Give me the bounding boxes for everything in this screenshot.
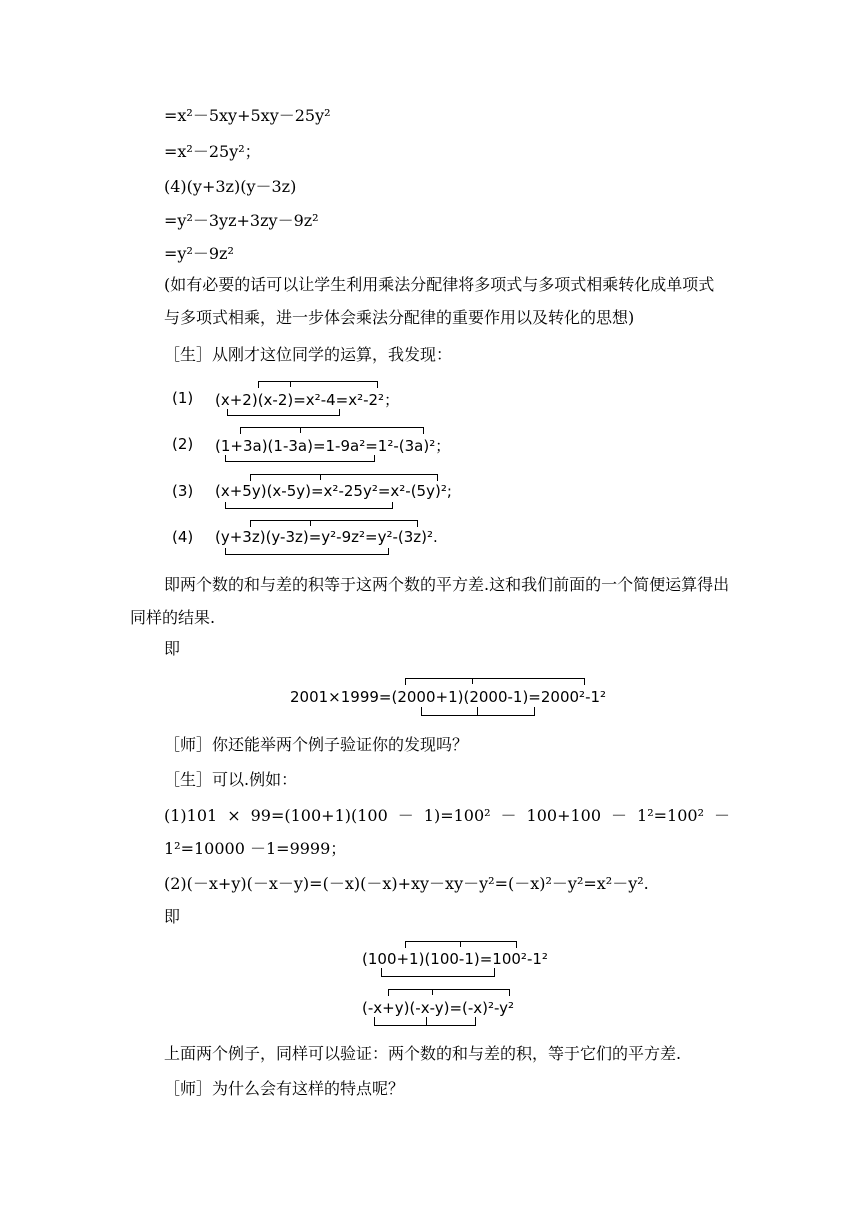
figure-3-bottom-bracket [225, 502, 393, 509]
figure-100-bottom-bracket [381, 968, 495, 977]
equation-line-2: =x²－25y²； [164, 142, 261, 161]
equation-line-5: =y²－9z² [164, 244, 234, 263]
student-remark-1: ［生］从刚才这位同学的运算，我发现： [164, 345, 453, 364]
figure-negx-top-bracket [388, 989, 510, 996]
figure-4-number: (4) [172, 528, 194, 546]
figure-2-number: (2) [172, 435, 194, 453]
figure-4-bottom-bracket [225, 548, 389, 555]
figure-2001-bottom-bracket [421, 707, 535, 716]
figure-2001-bottom-tick [477, 707, 478, 715]
summary-paragraph: 上面两个例子，同样可以验证：两个数的和与差的积，等于它们的平方差. [164, 1044, 682, 1063]
figure-2-top-bracket [240, 427, 424, 434]
teaching-note: (如有必要的话可以让学生利用乘法分配律将多项式与多项式相乘转化成单项式与多项式相乘，进一步体会乘法分配律的重要作用以及转化的思想) [164, 275, 715, 327]
figure-3-formula: (x+5y)(x-5y)=x²-25y²=x²-(5y)²; [215, 482, 452, 500]
figure-4-top-tick [310, 520, 311, 526]
teacher-question-1: ［师］你还能举两个例子验证你的发现吗？ [164, 735, 469, 754]
figure-1-formula: (x+2)(x-2)=x²-4=x²-2²； [215, 391, 400, 409]
figure-1-number: (1) [172, 389, 194, 407]
ji-label-2: 即 [164, 907, 181, 926]
equation-line-3: (4)(y+3z)(y－3z) [164, 177, 297, 196]
figure-3-number: (3) [172, 482, 194, 500]
figure-4-top-bracket [250, 520, 418, 527]
figure-1-top-bracket [258, 381, 378, 388]
ji-label-1: 即 [164, 639, 181, 658]
figure-negx-formula: (-x+y)(-x-y)=(-x)²-y² [362, 999, 515, 1017]
figure-4-formula: (y+3z)(y-3z)=y²-9z²=y²-(3z)². [215, 528, 438, 546]
figure-2001-top-tick [472, 678, 473, 684]
figure-negx-bottom-bracket [374, 1017, 476, 1026]
conclusion-paragraph: 即两个数的和与差的积等于这两个数的平方差.这和我们前面的一个简便运算得出同样的结果. [130, 575, 730, 627]
equation-line-1: =x²－5xy+5xy－25y² [164, 106, 331, 125]
figure-3-top-bracket [250, 474, 438, 481]
figure-negx-top-tick [432, 989, 433, 995]
student-remark-2: ［生］可以.例如： [164, 770, 298, 789]
figure-negx-bottom-tick [426, 1017, 427, 1025]
example-1: (1)101 × 99=(100+1)(100 － 1)=100² － 100+100 － 1²=100² － 1²=10000 －1=9999； [164, 806, 730, 858]
figure-2-bottom-bracket [225, 455, 375, 462]
figure-3-top-tick [320, 474, 321, 480]
figure-100-top-bracket [405, 941, 517, 948]
figure-100-top-tick [460, 941, 461, 947]
figure-2-formula: (1+3a)(1-3a)=1-9a²=1²-(3a)²； [215, 437, 451, 455]
figure-1-bottom-bracket [227, 409, 340, 416]
figure-1-top-tick [290, 381, 291, 387]
figure-100-formula: (100+1)(100-1)=100²-1² [362, 950, 548, 968]
teacher-question-2: ［师］为什么会有这样的特点呢？ [164, 1079, 405, 1098]
figure-2001-top-bracket [405, 678, 585, 685]
equation-line-4: =y²－3yz+3zy－9z² [164, 211, 319, 230]
figure-2-top-tick [300, 427, 301, 433]
figure-2001-formula: 2001×1999=(2000+1)(2000-1)=2000²-1² [290, 688, 607, 706]
example-2: (2)(－x+y)(－x－y)=(－x)(－x)+xy－xy－y²=(－x)²－y²=x²－y². [164, 874, 649, 893]
